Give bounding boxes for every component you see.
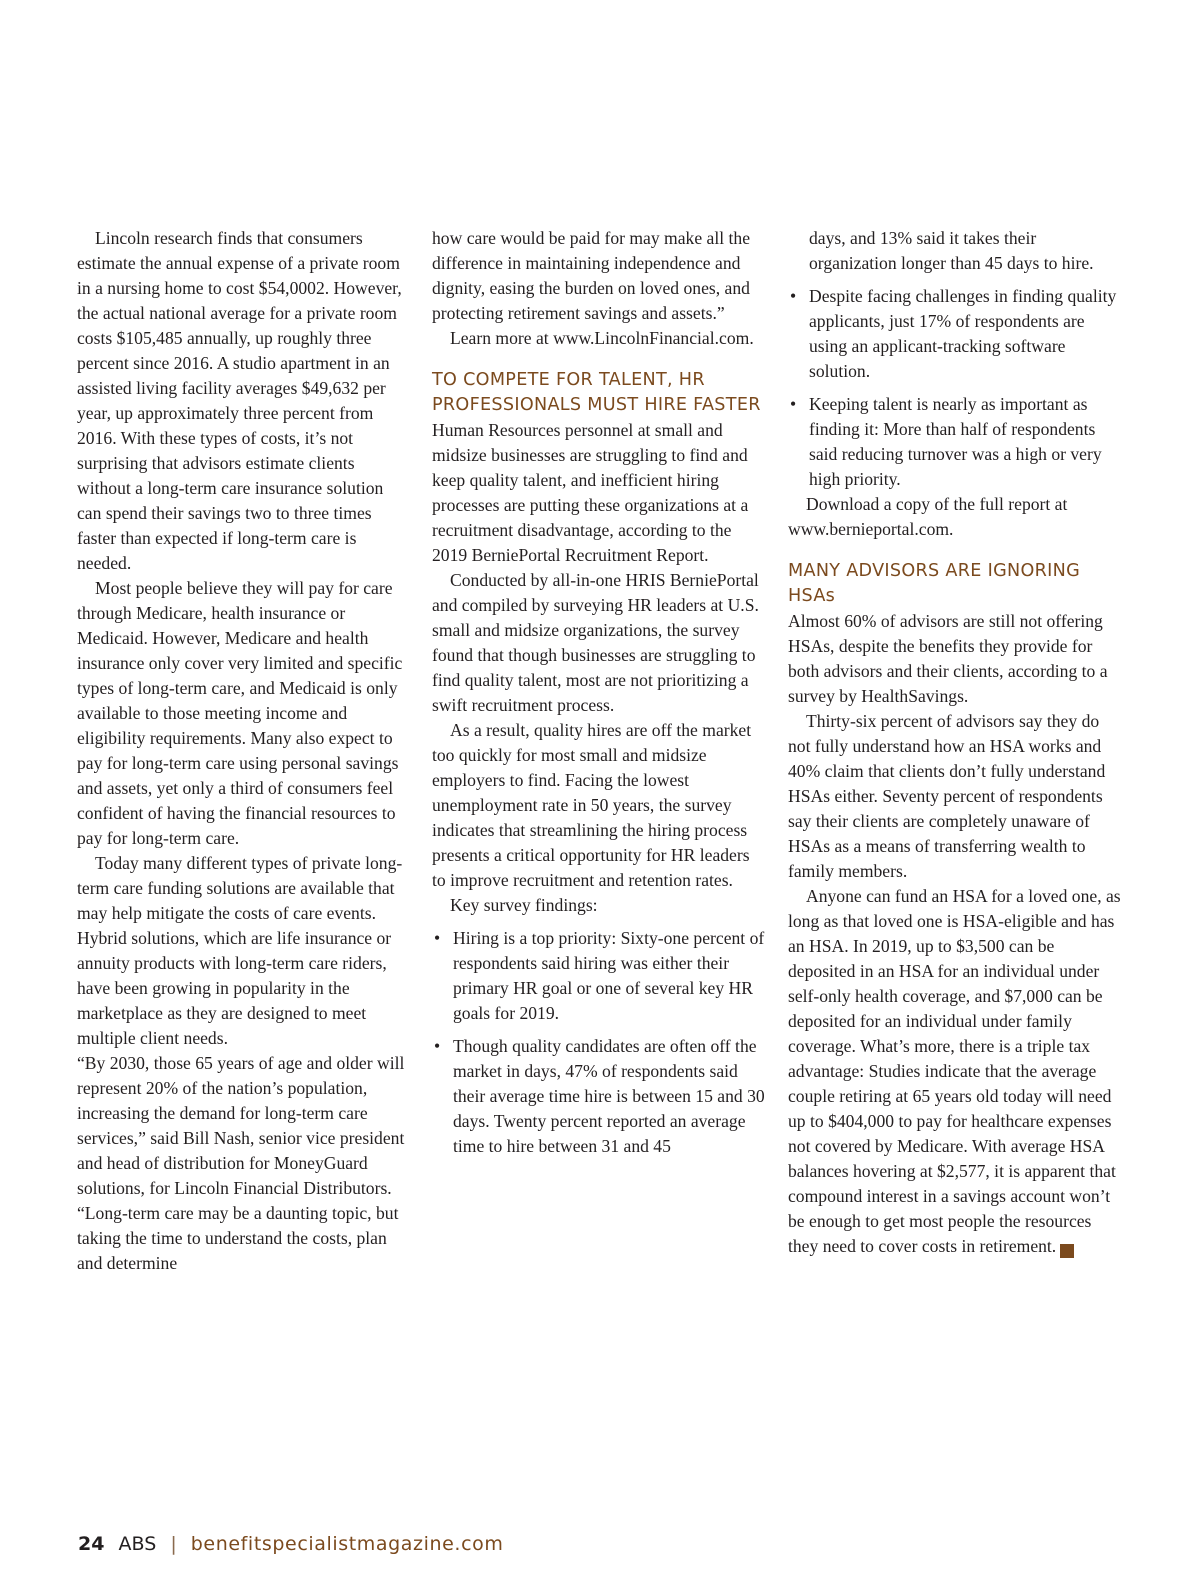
- list-item-text: Keeping talent is nearly as important as finding it: More than half of respondents said reducing turnover was a high or very high priority.: [809, 394, 1102, 489]
- bullet-icon: •: [434, 928, 441, 948]
- bullet-icon: •: [790, 394, 797, 414]
- paragraph-continuation: how care would be paid for may make all the difference in maintaining independence and dignity, easing the burden on loved ones, and protecting retirement savings and assets.”: [432, 228, 751, 323]
- list-item: [432, 926, 766, 1026]
- paragraph: “By 2030, those 65 years of age and older will represent 20% of the nation’s population, increasing the demand for long-term care services,” said Bill Nash, senior vice president and head of distribution for MoneyGuard solutions, for Lincoln Financial Distributors. “Long-term care may be a daunting topic, but taking the time to understand the costs, plan and determine: [77, 1053, 405, 1273]
- list-item: [788, 284, 1124, 384]
- list-item-continuation: [788, 226, 1124, 276]
- learn-more-text: Learn more at www.LincolnFinancial.com.: [450, 328, 754, 348]
- paragraph: Today many different types of private long-term care funding solutions are available that may help mitigate the costs of care events. Hybrid solutions, which are life insurance or annuity products with long-term care riders, have been growing in popularity in the marketplace as they are designed to meet multiple client needs.: [77, 853, 403, 1048]
- paragraph: [788, 884, 1124, 1259]
- bullet-icon: •: [790, 286, 797, 306]
- list-item-text: Despite facing challenges in finding quality applicants, just 17% of respondents are using an applicant-tracking software solution.: [809, 286, 1117, 381]
- paragraph: Key survey findings:: [450, 895, 598, 915]
- paragraph: As a result, quality hires are off the market too quickly for most small and midsize employers to find. Facing the lowest unemployment rate in 50 years, the survey indicates that streamlining the hiring process presents a critical opportunity for HR leaders to improve recruitment and retention rates.: [432, 720, 752, 890]
- paragraph: Human Resources personnel at small and midsize businesses are struggling to find and keep quality talent, and inefficient hiring processes are putting these organizations at a recruitment disadvantage, according to the 2019 BerniePortal Recruitment Report.: [432, 420, 749, 565]
- paragraph: Thirty-six percent of advisors say they do not fully understand how an HSA works and 40% claim that clients don’t fully understand HSAs either. Seventy percent of respondents say their clients are completely unaware of HSAs as a means of transferring wealth to family members.: [788, 711, 1106, 881]
- article-column-1: [77, 226, 409, 1276]
- list-item: [432, 1034, 766, 1159]
- paragraph-text: Anyone can fund an HSA for a loved one, as long as that loved one is HSA-eligible and has an HSA. In 2019, up to $3,500 can be deposited in an HSA for an individual under self-only health coverage, and $7,000 can be deposited for an individual under family coverage. What’s more, there is a triple tax advantage: Studies indicate that the average couple retiring at 65 years old today will need up to $404,000 to pay for healthcare expenses not covered by Medicare. With average HSA balances hovering at $2,577, it is apparent that compound interest in a savings account won’t be enough to get most people the resources they need to cover costs in retirement.: [788, 886, 1121, 1256]
- page-footer: [78, 1532, 503, 1556]
- website-url: benefitspecialistmagazine.com: [190, 1533, 504, 1555]
- paragraph: Lincoln research finds that consumers estimate the annual expense of a private room in a nursing home to cost $54,0002. However, the actual national average for a private room costs $105,485 annually, up roughly three percent since 2016. A studio apartment in an assisted living facility averages $49,632 per year, up approximately three percent from 2016. With these types of costs, it’s not surprising that advisors estimate clients without a long-term care insurance solution can spend their savings two to three times faster than expected if long-term care is needed.: [77, 228, 402, 573]
- list-item: [788, 392, 1124, 492]
- list-item-text: Though quality candidates are often off the market in days, 47% of respondents said their average time hire is between 15 and 30 days. Twenty percent reported an average time to hire between 31 and 45: [453, 1036, 765, 1156]
- section-heading-hsa: MANY ADVISORS ARE IGNORING HSAs: [788, 561, 1081, 606]
- findings-list: [432, 926, 766, 1159]
- list-item-text: days, and 13% said it takes their organization longer than 45 days to hire.: [809, 228, 1094, 273]
- download-text: Download a copy of the full report at www.bernieportal.com.: [788, 494, 1068, 539]
- paragraph: Most people believe they will pay for care through Medicare, health insurance or Medicaid. However, Medicare and health insurance only cover very limited and specific types of long-term care, and Medicaid is only available to those meeting income and eligibility requirements. Many also expect to pay for long-term care using personal savings and assets, yet only a third of consumers feel confident of having the financial resources to pay for long-term care.: [77, 578, 403, 848]
- paragraph: Conducted by all-in-one HRIS BerniePortal and compiled by surveying HR leaders at U.S. small and midsize organizations, the survey found that though businesses are struggling to find quality talent, most are not prioritizing a swift recruitment process.: [432, 570, 759, 715]
- magazine-name: ABS: [118, 1533, 157, 1555]
- bullet-icon: •: [434, 1036, 441, 1056]
- article-column-3: [788, 226, 1124, 1259]
- footer-separator: |: [170, 1533, 177, 1555]
- article-column-2: [432, 226, 766, 1159]
- end-mark-icon: A: [1060, 1244, 1074, 1258]
- paragraph: Almost 60% of advisors are still not offering HSAs, despite the benefits they provide for both advisors and their clients, according to a survey by HealthSavings.: [788, 611, 1108, 706]
- findings-list-continued: [788, 226, 1124, 492]
- page-number: 24: [78, 1533, 105, 1555]
- list-item-text: Hiring is a top priority: Sixty-one percent of respondents said hiring was either their primary HR goal or one of several key HR goals for 2019.: [453, 928, 765, 1023]
- section-heading-hiring: TO COMPETE FOR TALENT, HR PROFESSIONALS MUST HIRE FASTER: [432, 370, 761, 415]
